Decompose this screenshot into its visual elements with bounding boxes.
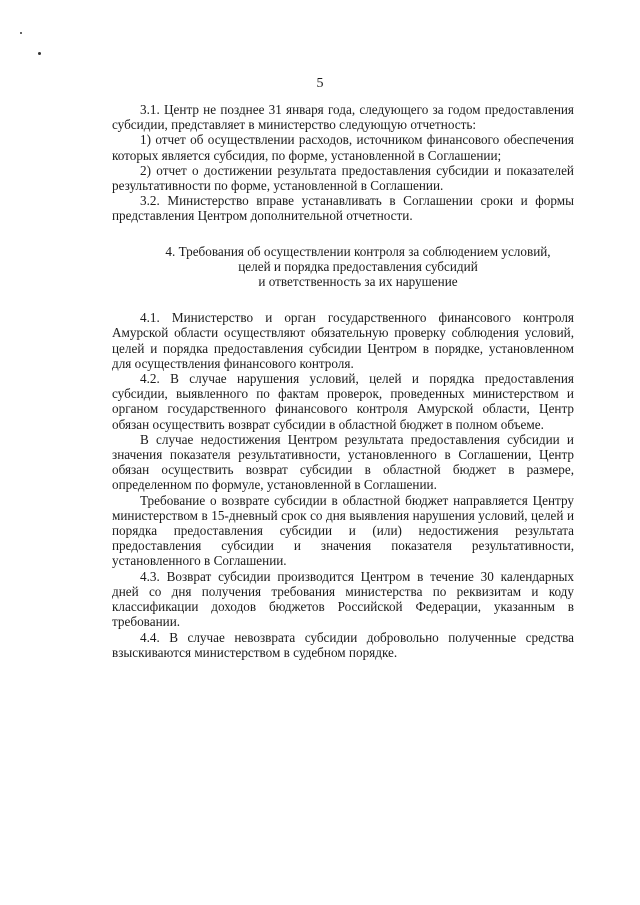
- section-title-line: 4. Требования об осуществлении контроля за соблюдением условий,: [165, 243, 551, 259]
- paragraph-4-3: 4.3. Возврат субсидии производится Центром в течение 30 календарных дней со дня получения требования министерства по реквизитам и коду классификации доходов бюджетов Российской Федерации, указанным в требовании.: [112, 568, 574, 630]
- paragraph-4-2-part-2: В случае недостижения Центром результата предоставления субсидии и значения показателя результативности, установленного в Соглашении, Центр обязан осуществить возврат субсидии в областной бюджет в размере, определенном по формуле, установленной в Соглашении.: [112, 431, 574, 493]
- paragraph-4-4: 4.4. В случае невозврата субсидии добровольно полученные средства взыскиваются министерством в судебном порядке.: [112, 629, 574, 660]
- document-body: [112, 102, 574, 660]
- paragraph-4-1: 4.1. Министерство и орган государственного финансового контроля Амурской области осуществляют обязательную проверку соблюдения условий, целей и порядка предоставления субсидии Центром в порядке, установленном для осуществления финансового контроля.: [112, 310, 574, 371]
- section-title-line: и ответственность за их нарушение: [258, 274, 458, 290]
- page-number: 5: [316, 76, 324, 91]
- paragraph-3-2: 3.2. Министерство вправе устанавливать в Соглашении сроки и формы представления Центром дополнительной отчетности.: [112, 193, 574, 224]
- section-4-title: [112, 244, 574, 290]
- paragraph-3-1: 3.1. Центр не позднее 31 января года, следующего за годом предоставления субсидии, представляет в министерство следующую отчетность:: [112, 102, 574, 133]
- scan-speck: [38, 52, 41, 55]
- paragraph-3-1-item-1: 1) отчет об осуществлении расходов, источником финансового обеспечения которых является субсидия, по форме, установленной в Соглашении;: [112, 132, 574, 163]
- paragraph-4-2-part-3: Требование о возврате субсидии в областной бюджет направляется Центру министерством в 15-дневный срок со дня выявления нарушения условий, целей и порядка предоставления субсидии и (или) недостижения результата предоставления субсидии и значения показателя результативности, установленного в Соглашении.: [112, 492, 574, 569]
- scan-speck: [20, 32, 22, 34]
- paragraph-4-2: 4.2. В случае нарушения условий, целей и порядка предоставления субсидии, выявленного по фактам проверок, проведенных министерством и органом государственного финансового контроля Амурской области, Центр обязан осуществить возврат субсидии в областной бюджет в полном объеме.: [112, 371, 574, 432]
- paragraph-3-1-item-2: 2) отчет о достижении результата предоставления субсидии и показателей результативности по форме, установленной в Соглашении.: [112, 162, 574, 194]
- section-title-line: целей и порядка предоставления субсидий: [238, 258, 478, 274]
